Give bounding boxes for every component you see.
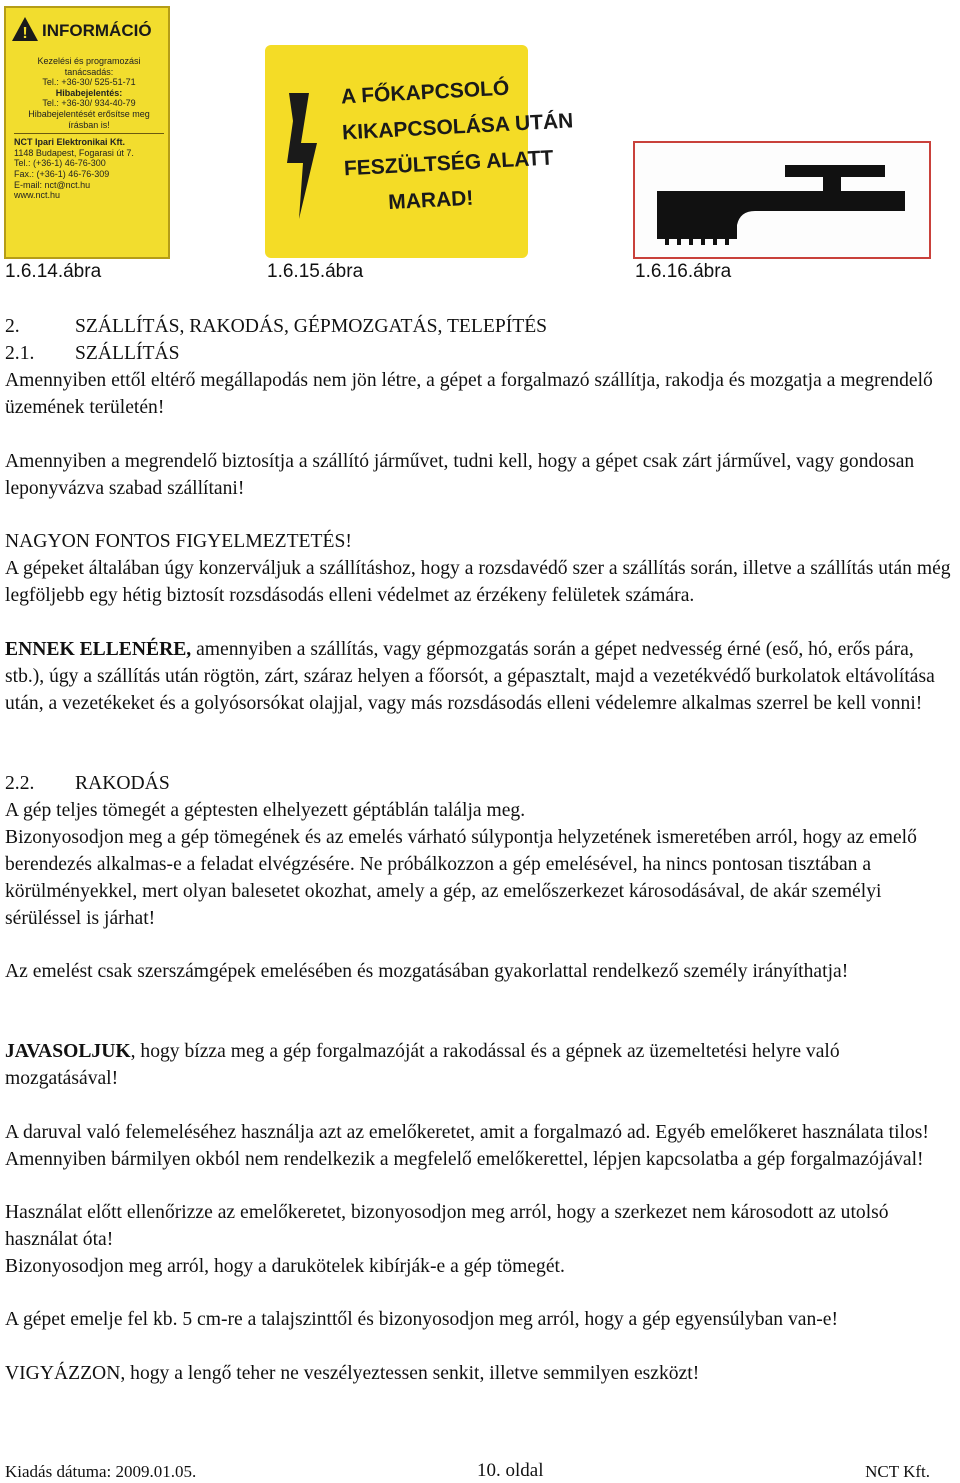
tap-icon bbox=[635, 143, 929, 257]
warning-line: FESZÜLTSÉG ALATT bbox=[343, 146, 554, 181]
info-line: E-mail: nct@nct.hu bbox=[14, 179, 91, 190]
subsection-heading bbox=[5, 770, 170, 797]
paragraph: A gép teljes tömegét a géptesten elhelyezett géptáblán találja meg. bbox=[5, 800, 526, 821]
paragraph: Az emelést csak szerszámgépek emelésében és mozgatásában gyakorlattal rendelkező személy irányíthatja! bbox=[5, 961, 849, 982]
subsection-title: SZÁLLÍTÁS bbox=[75, 343, 180, 364]
warning-line: A FŐKAPCSOLÓ bbox=[340, 76, 510, 109]
paragraph: Használat előtt ellenőrizze az emelőkeretet, bizonyosodjon meg arról, hogy a szerkezet nem károsodott az utolsó használat óta! bbox=[5, 1202, 889, 1250]
paragraph: VIGYÁZZON, hogy a lengő teher ne veszélyeztessen senkit, illetve semmilyen eszközt! bbox=[5, 1363, 700, 1384]
warning-line: MARAD! bbox=[387, 186, 474, 215]
section-heading bbox=[5, 313, 547, 340]
info-line: Tel.: +36-30/ 934-40-79 bbox=[42, 98, 136, 109]
paragraph bbox=[5, 1038, 956, 1092]
info-line: Tel.: (+36-1) 46-76-300 bbox=[14, 158, 106, 169]
info-line: Hibabejelentés: bbox=[55, 87, 123, 98]
paragraph: A gépet emelje fel kb. 5 cm-re a talajszinttől és bizonyosodjon meg arról, hogy a gép egyensúlyban van-e! bbox=[5, 1309, 839, 1330]
subsection-title: RAKODÁS bbox=[75, 773, 170, 794]
paragraph: Amennyiben a megrendelő biztosítja a szállító járművet, tudni kell, hogy a gépet csak zárt járművel, vagy gondosan leponyvázva szabad szállítani! bbox=[5, 451, 915, 499]
info-line: www.nct.hu bbox=[14, 190, 61, 201]
footer-company: NCT Kft. bbox=[865, 1462, 930, 1481]
figure-caption: 1.6.15.ábra bbox=[267, 261, 364, 282]
paragraph: Bizonyosodjon meg arról, hogy a darukötelek kibírják-e a gép tömegét. bbox=[5, 1256, 565, 1277]
info-header-banner bbox=[10, 14, 164, 44]
divider bbox=[14, 133, 164, 134]
paragraph: A daruval való felemeléséhez használja azt az emelőkeretet, amit a forgalmazó ad. Egyéb emelőkeret használata tilos! Amennyiben bármilyen okból nem rendelkezik a megfelelő emelőkerettel, lépjen kapcsolatba a gép forgalmazójával! bbox=[5, 1122, 929, 1170]
figure-caption: 1.6.16.ábra bbox=[635, 261, 732, 282]
info-line: tanácsadás: bbox=[64, 66, 114, 77]
paragraph: A gépeket általában úgy konzerváljuk a szállításhoz, hogy a rozsdavédő szer a szállítás során, illetve a szállítás után még legföljebb egy hétig biztosít rozsdásodás elleni védelmet az érzékeny felületek számára. bbox=[5, 558, 951, 606]
emphasis: JAVASOLJUK bbox=[5, 1041, 131, 1062]
warning-heading: NAGYON FONTOS FIGYELMEZTETÉS! bbox=[5, 531, 352, 552]
warning-line: KIKAPCSOLÁSA UTÁN bbox=[341, 109, 574, 145]
emphasis: ENNEK ELLENÉRE, bbox=[5, 639, 192, 660]
subsection-number: 2.1. bbox=[5, 343, 35, 364]
section-title: SZÁLLÍTÁS, RAKODÁS, GÉPMOZGATÁS, TELEPÍTÉS bbox=[75, 316, 548, 337]
lightning-bolt-icon bbox=[279, 91, 335, 221]
info-sign-image bbox=[4, 6, 170, 259]
svg-text:!: ! bbox=[22, 25, 28, 42]
paragraph bbox=[5, 636, 956, 717]
info-line: írásban is! bbox=[68, 119, 110, 130]
footer-date: Kiadás dátuma: 2009.01.05. bbox=[5, 1462, 197, 1481]
paragraph: Amennyiben ettől eltérő megállapodás nem jön létre, a gépet a forgalmazó szállítja, rakodja és mozgatja a megrendelő üzemének területén! bbox=[5, 370, 933, 418]
paragraph-text: amennyiben a szállítás, vagy gépmozgatás során a gépet nedvesség érné (eső, hó, erős pára, stb.), úgy a szállítás után rögtön, zárt, száraz helyen a főorsót, a gépasztalt, majd a vezetékvédő burkolatok eltávolítása után, a vezetékeket és a golyósorsókat olajjal, vagy más rozsdásodás elleni védelemre alkalmas szerrel be kell vonni! bbox=[5, 639, 935, 714]
main-switch-warning-sign bbox=[265, 45, 574, 258]
figure-caption: 1.6.14.ábra bbox=[5, 261, 102, 282]
info-line: Kezelési és programozási bbox=[37, 56, 141, 66]
info-line: Fax.: (+36-1) 46-76-309 bbox=[14, 168, 110, 179]
section-number: 2. bbox=[5, 316, 20, 337]
info-header-text: INFORMÁCIÓ bbox=[42, 21, 152, 40]
paragraph: Bizonyosodjon meg a gép tömegének és az emelés várható súlypontja helyzetének ismeretében arról, hogy az emelő berendezés alkalmas-e a feladat elvégzésére. Ne próbálkozzon a gép emelésével, ha nincs pontosan tisztában a körülményekkel, mert olyan balesetet okozhat, amely a gép, az emelőszerkezet károsodásával, de akár személyi sérüléssel is járhat! bbox=[5, 827, 917, 929]
paragraph-text: , hogy bízza meg a gép forgalmazóját a rakodással és a gépnek az üzemeltetési helyre való mozgatásával! bbox=[5, 1041, 840, 1089]
subsection-heading bbox=[5, 340, 180, 367]
info-line: NCT Ipari Elektronikai Kft. bbox=[14, 137, 126, 148]
footer-page-number: 10. oldal bbox=[477, 1460, 544, 1481]
info-line: 1148 Budapest, Fogarasi út 7. bbox=[14, 147, 134, 158]
info-sign-text bbox=[14, 56, 164, 201]
tap-sign-image bbox=[633, 141, 931, 259]
warning-sign-text bbox=[339, 71, 574, 224]
info-line: Hibabejelentését erősítse meg bbox=[28, 108, 150, 119]
subsection-number: 2.2. bbox=[5, 773, 35, 794]
info-line: Tel.: +36-30/ 525-51-71 bbox=[42, 77, 136, 88]
